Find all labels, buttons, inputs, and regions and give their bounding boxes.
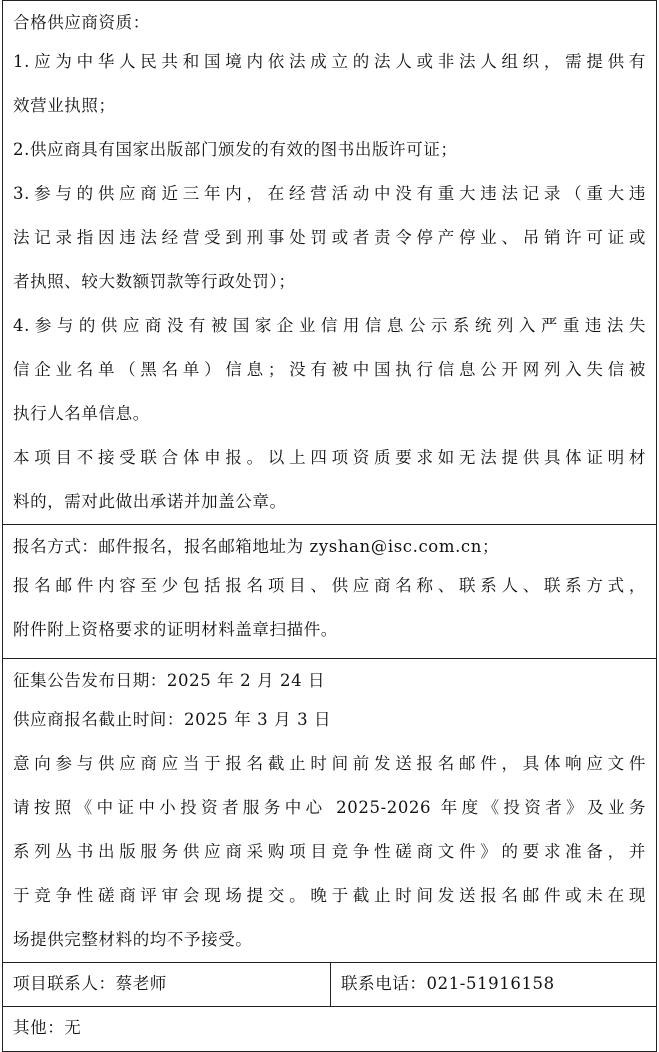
announcement-table bbox=[2, 0, 657, 1052]
qualification-text-line: 信企业名单（黑名单）信息；没有被中国执行信息公开网列入失信被 bbox=[13, 360, 646, 379]
deadline-line: 供应商报名截止时间：2025 年 3 月 3 日 bbox=[13, 710, 332, 729]
signup-cell bbox=[3, 525, 657, 659]
dates-text-line: 请按照《中证中小投资者服务中心 2025-2026 年度《投资者》及业务 bbox=[13, 798, 646, 817]
contact-person: 项目联系人：蔡老师 bbox=[13, 974, 167, 993]
dates-cell bbox=[3, 659, 657, 963]
signup-method-line: 报名方式：邮件报名，报名邮箱地址为 zyshan@isc.com.cn； bbox=[13, 537, 500, 556]
dates-text-line: 系列丛书出版服务供应商采购项目竞争性磋商文件》的要求准备，并 bbox=[13, 842, 646, 861]
other-text: 其他：无 bbox=[13, 1018, 82, 1037]
qualification-text-line: 料的，需对此做出承诺并加盖公章。 bbox=[13, 492, 287, 511]
other-cell bbox=[3, 1007, 657, 1052]
signup-text-line: 附件附上资格要求的证明材料盖章扫描件。 bbox=[13, 620, 338, 639]
qualification-text-line: 者执照、较大数额罚款等行政处罚）； bbox=[13, 272, 296, 291]
other-row bbox=[3, 1007, 657, 1052]
qualification-text-line: 法记录指因违法经营受到刑事处罚或者责令停产停业、吊销许可证或 bbox=[13, 228, 646, 247]
qualifications-cell bbox=[3, 1, 657, 525]
contact-phone: 联系电话：021-51916158 bbox=[341, 974, 555, 993]
dates-text-line: 意向参与供应商应当于报名截止时间前发送报名邮件，具体响应文件 bbox=[13, 754, 646, 773]
qualification-text-line: 3.参与的供应商近三年内，在经营活动中没有重大违法记录（重大违 bbox=[13, 184, 646, 203]
signup-row bbox=[3, 525, 657, 659]
qualification-text-line: 效营业执照； bbox=[13, 96, 116, 115]
dates-text-line: 场提供完整材料的均不予接受。 bbox=[13, 930, 253, 949]
dates-text-line: 于竞争性磋商评审会现场提交。晚于截止时间发送报名邮件或未在现 bbox=[13, 886, 646, 905]
qualification-text-line: 执行人名单信息。 bbox=[13, 404, 150, 423]
qualification-text-line: 本项目不接受联合体申报。以上四项资质要求如无法提供具体证明材 bbox=[13, 448, 646, 467]
dates-row bbox=[3, 659, 657, 963]
contact-person-cell bbox=[3, 963, 331, 1007]
qualification-text-line: 1.应为中华人民共和国境内依法成立的法人或非法人组织，需提供有 bbox=[13, 52, 646, 71]
signup-text-line: 报名邮件内容至少包括报名项目、供应商名称、联系人、联系方式， bbox=[13, 576, 646, 595]
qualification-text-line: 4.参与的供应商没有被国家企业信用信息公示系统列入严重违法失 bbox=[13, 316, 646, 335]
qualification-text-line: 2.供应商具有国家出版部门颁发的有效的图书出版许可证； bbox=[13, 140, 458, 159]
publish-date-line: 征集公告发布日期：2025 年 2 月 24 日 bbox=[13, 671, 326, 690]
contact-row bbox=[3, 963, 657, 1007]
qualifications-row bbox=[3, 1, 657, 525]
qualifications-heading: 合格供应商资质： bbox=[13, 13, 150, 32]
contact-phone-cell bbox=[331, 963, 657, 1007]
